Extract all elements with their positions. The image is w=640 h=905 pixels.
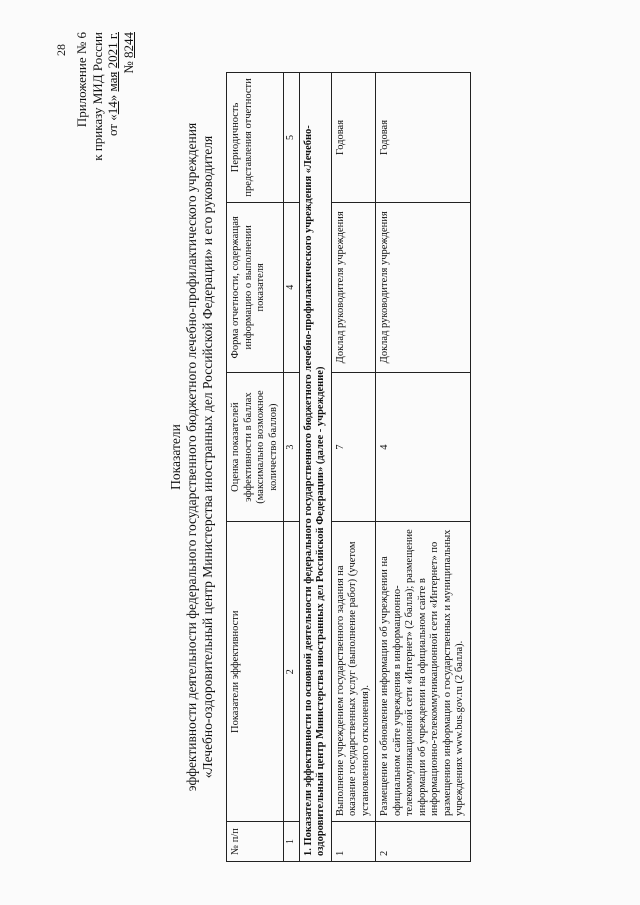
section-title: 1. Показатели эффективности по основной деятельности федерального государственного бюджетного лечебно-профилактического учреждения «Лечебно-оздоровительный центр Министерства иностранных дел Российской Федерации» (далее - учреждение) bbox=[299, 73, 331, 862]
row-period: Годовая bbox=[331, 73, 376, 203]
rotated-sheet bbox=[40, 32, 600, 892]
col-number-5: 5 bbox=[284, 73, 300, 203]
table-row bbox=[376, 73, 471, 862]
header-score: Оценка показателей эффективности в баллах (максимально возможное количество баллов) bbox=[227, 372, 284, 522]
row-period: Годовая bbox=[376, 73, 471, 203]
header-indicator: Показатели эффективности bbox=[227, 522, 284, 822]
appendix-number: № 8244 bbox=[120, 32, 136, 74]
row-score: 7 bbox=[331, 372, 376, 522]
row-report: Доклад руководителя учреждения bbox=[376, 202, 471, 372]
appendix-block bbox=[74, 32, 136, 232]
row-score: 4 bbox=[376, 372, 471, 522]
row-indicator: Выполнение учреждением государственного задания на оказание государственных услуг (выполнение работ) (учетом установленного отклонения). bbox=[331, 522, 376, 822]
document-title bbox=[168, 42, 216, 872]
section-row bbox=[299, 73, 331, 862]
header-number: № п/п bbox=[227, 822, 284, 862]
table-header-row bbox=[227, 73, 284, 862]
col-number-1: 1 bbox=[284, 822, 300, 862]
header-period: Периодичность представления отчетности bbox=[227, 73, 284, 203]
page-number: 28 bbox=[54, 44, 68, 56]
column-number-row bbox=[284, 73, 300, 862]
order-number: 8244 bbox=[120, 32, 136, 58]
col-number-3: 3 bbox=[284, 372, 300, 522]
col-number-4: 4 bbox=[284, 202, 300, 372]
appendix-title: Приложение № 6 bbox=[74, 32, 89, 128]
row-indicator: Размещение и обновление информации об учреждении на официальном сайте учреждения в информационно-телекоммуникационной сети «Интернет» (2 балла); размещение информации об учреждении на официальном сайте в информационно-телекоммуникационной сети «Интернет» по размещению информации о государственных и муниципальных учреждениях www.bus.gov.ru (2 балла). bbox=[376, 522, 471, 822]
appendix-date: от «14» мая 2021 г. bbox=[105, 32, 120, 137]
title-line-3: «Лечебно-оздоровительный центр Министерства иностранных дел Российской Федерации» и его руководителя bbox=[200, 135, 215, 779]
date-year: 2021 г. bbox=[105, 32, 120, 69]
appendix-order: к приказу МИД России bbox=[89, 32, 105, 161]
title-line-2: эффективности деятельности федерального государственного бюджетного лечебно-профилактического учреждения bbox=[184, 122, 199, 792]
row-report: Доклад руководителя учреждения bbox=[331, 202, 376, 372]
indicators-table bbox=[226, 72, 471, 862]
date-month: мая bbox=[105, 71, 120, 92]
row-number: 2 bbox=[376, 822, 471, 862]
title-heading: Показатели bbox=[168, 424, 183, 490]
row-number: 1 bbox=[331, 822, 376, 862]
header-report: Форма отчетности, содержащая информацию о выполнении показателя bbox=[227, 202, 284, 372]
date-day: 14 bbox=[105, 101, 120, 115]
table-row bbox=[331, 73, 376, 862]
col-number-2: 2 bbox=[284, 522, 300, 822]
